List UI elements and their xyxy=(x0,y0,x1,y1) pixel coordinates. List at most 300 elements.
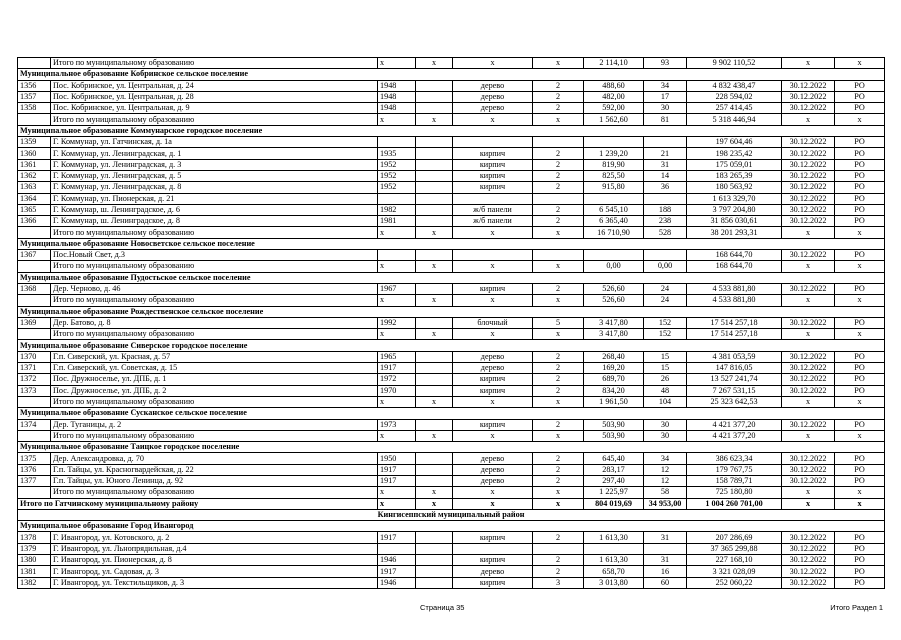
cell-addr: Г. Коммунар, ул. Пионерская, д. 21 xyxy=(51,193,378,204)
cell-addr: Дер. Батово, д. 8 xyxy=(51,317,378,328)
cell-q: 16 xyxy=(644,566,687,577)
cell-q: 31 xyxy=(644,532,687,543)
cell-date: 30.12.2022 xyxy=(782,159,835,170)
cell-area xyxy=(584,250,644,261)
cell-num: 1375 xyxy=(18,453,51,464)
cell-floors: x xyxy=(533,487,584,498)
cell-area: 658,70 xyxy=(584,566,644,577)
table-row xyxy=(18,453,885,464)
cell-ro: РО xyxy=(835,204,885,215)
table-row xyxy=(18,351,885,362)
cell-c3: x xyxy=(416,487,453,498)
cell-ro: x xyxy=(835,227,885,238)
cell-q: 31 xyxy=(644,159,687,170)
cell-num: 1359 xyxy=(18,137,51,148)
cell-floors xyxy=(533,137,584,148)
cell-cost: 3 797 204,80 xyxy=(687,204,782,215)
cell-addr: Г. Коммунар, ш. Ленинградское, д. 8 xyxy=(51,216,378,227)
cell-year: 1965 xyxy=(378,351,416,362)
cell-date: x xyxy=(782,329,835,340)
cell-num: 1370 xyxy=(18,351,51,362)
section-header-row xyxy=(18,272,885,283)
cell-q: 24 xyxy=(644,283,687,294)
cell-date: x xyxy=(782,498,835,509)
cell-date: 30.12.2022 xyxy=(782,475,835,486)
cell-wall: блочный xyxy=(453,317,533,328)
cell-date: 30.12.2022 xyxy=(782,137,835,148)
cell-addr: Дер. Туганицы, д. 2 xyxy=(51,419,378,430)
cell-c3 xyxy=(416,464,453,475)
cell-c3 xyxy=(416,148,453,159)
table-row xyxy=(18,80,885,91)
cell-cost: 5 318 446,94 xyxy=(687,114,782,125)
cell-wall: кирпич xyxy=(453,148,533,159)
cell-wall xyxy=(453,543,533,554)
cell-num: 1362 xyxy=(18,170,51,181)
cell-ro: x xyxy=(835,498,885,509)
cell-q xyxy=(644,137,687,148)
cell-area: 526,60 xyxy=(584,295,644,306)
register-table xyxy=(17,57,885,589)
subtotal-row xyxy=(18,396,885,407)
cell-year: x xyxy=(378,396,416,407)
cell-floors: x xyxy=(533,396,584,407)
cell-c3 xyxy=(416,193,453,204)
cell-cost: 37 365 299,88 xyxy=(687,543,782,554)
table-row xyxy=(18,159,885,170)
cell-c3 xyxy=(416,182,453,193)
cell-floors: 2 xyxy=(533,103,584,114)
cell-c3: x xyxy=(416,430,453,441)
section-title: Муниципальное образование Пудостьское сельское поселение xyxy=(18,272,885,283)
page-number: Страница 35 xyxy=(420,603,465,612)
cell-ro: РО xyxy=(835,182,885,193)
cell-floors: 2 xyxy=(533,216,584,227)
cell-num: 1356 xyxy=(18,80,51,91)
cell-wall: дерево xyxy=(453,80,533,91)
cell-num xyxy=(18,227,51,238)
cell-cost: 17 514 257,18 xyxy=(687,317,782,328)
cell-q: 81 xyxy=(644,114,687,125)
cell-q: 14 xyxy=(644,170,687,181)
cell-c3: x xyxy=(416,58,453,69)
cell-ro: РО xyxy=(835,137,885,148)
cell-area: 1 239,20 xyxy=(584,148,644,159)
cell-cost: 1 613 329,70 xyxy=(687,193,782,204)
cell-cost: 207 286,69 xyxy=(687,532,782,543)
cell-area: 503,90 xyxy=(584,419,644,430)
cell-cost: 1 004 260 701,00 xyxy=(687,498,782,509)
cell-cost: 4 533 881,80 xyxy=(687,295,782,306)
cell-year: 1946 xyxy=(378,555,416,566)
cell-year: 1967 xyxy=(378,283,416,294)
cell-num xyxy=(18,261,51,272)
section-total-label: Итого Раздел 1 xyxy=(830,603,883,612)
cell-area: 3 417,80 xyxy=(584,329,644,340)
cell-year xyxy=(378,543,416,554)
cell-area: 2 114,10 xyxy=(584,58,644,69)
section-header-row xyxy=(18,306,885,317)
cell-q: 152 xyxy=(644,317,687,328)
cell-num: 1363 xyxy=(18,182,51,193)
cell-cost: 17 514 257,18 xyxy=(687,329,782,340)
cell-cost: 168 644,70 xyxy=(687,250,782,261)
cell-ro: РО xyxy=(835,577,885,588)
cell-year: 1982 xyxy=(378,204,416,215)
cell-c3 xyxy=(416,216,453,227)
cell-floors: 2 xyxy=(533,419,584,430)
cell-floors: 2 xyxy=(533,464,584,475)
table-row xyxy=(18,566,885,577)
cell-addr: Г.п. Сиверский, ул. Советская, д. 15 xyxy=(51,363,378,374)
cell-area: 1 613,30 xyxy=(584,532,644,543)
cell-ro: РО xyxy=(835,543,885,554)
cell-cost: 252 060,22 xyxy=(687,577,782,588)
cell-num xyxy=(18,487,51,498)
cell-floors: 2 xyxy=(533,532,584,543)
cell-addr: Пос. Кобринское, ул. Центральная, д. 9 xyxy=(51,103,378,114)
section-header-row xyxy=(18,125,885,136)
cell-date: x xyxy=(782,58,835,69)
cell-num: 1357 xyxy=(18,91,51,102)
cell-cost: 31 856 030,61 xyxy=(687,216,782,227)
table-body xyxy=(18,58,885,589)
cell-year xyxy=(378,193,416,204)
cell-area: 503,90 xyxy=(584,430,644,441)
cell-num xyxy=(18,58,51,69)
cell-floors: 2 xyxy=(533,385,584,396)
district-title: Кингисеппский муниципальный район xyxy=(18,509,885,520)
cell-area: 834,20 xyxy=(584,385,644,396)
cell-wall: дерево xyxy=(453,91,533,102)
cell-floors: 2 xyxy=(533,80,584,91)
cell-area xyxy=(584,137,644,148)
cell-q: 17 xyxy=(644,91,687,102)
cell-date: 30.12.2022 xyxy=(782,216,835,227)
cell-cost: 168 644,70 xyxy=(687,261,782,272)
cell-ro: РО xyxy=(835,419,885,430)
cell-cost: 197 604,46 xyxy=(687,137,782,148)
cell-wall: дерево xyxy=(453,351,533,362)
section-header-row xyxy=(18,408,885,419)
cell-date: x xyxy=(782,487,835,498)
cell-c3: x xyxy=(416,114,453,125)
cell-year: x xyxy=(378,498,416,509)
cell-q xyxy=(644,543,687,554)
cell-year: 1948 xyxy=(378,91,416,102)
cell-ro: РО xyxy=(835,80,885,91)
cell-cost: 183 265,39 xyxy=(687,170,782,181)
cell-year: 1981 xyxy=(378,216,416,227)
cell-area: 169,20 xyxy=(584,363,644,374)
cell-year: 1952 xyxy=(378,182,416,193)
cell-addr: Г.п. Сиверский, ул. Красная, д. 57 xyxy=(51,351,378,362)
cell-wall xyxy=(453,250,533,261)
cell-q xyxy=(644,250,687,261)
cell-wall: x xyxy=(453,114,533,125)
table-row xyxy=(18,148,885,159)
table-row xyxy=(18,182,885,193)
cell-cost: 257 414,45 xyxy=(687,103,782,114)
cell-ro: x xyxy=(835,58,885,69)
section-header-row xyxy=(18,340,885,351)
cell-wall: дерево xyxy=(453,475,533,486)
cell-floors: x xyxy=(533,114,584,125)
cell-floors: 2 xyxy=(533,182,584,193)
cell-date: x xyxy=(782,114,835,125)
cell-ro: РО xyxy=(835,363,885,374)
cell-num xyxy=(18,114,51,125)
cell-floors: x xyxy=(533,295,584,306)
cell-addr: Итого по муниципальному образованию xyxy=(51,329,378,340)
cell-floors xyxy=(533,543,584,554)
cell-addr: Пос. Дружноселье, ул. ДПБ, д. 2 xyxy=(51,385,378,396)
table-row xyxy=(18,193,885,204)
cell-area xyxy=(584,193,644,204)
cell-date: 30.12.2022 xyxy=(782,532,835,543)
cell-wall: x xyxy=(453,498,533,509)
cell-wall: x xyxy=(453,430,533,441)
cell-area xyxy=(584,543,644,554)
cell-date: 30.12.2022 xyxy=(782,543,835,554)
cell-ro: x xyxy=(835,396,885,407)
cell-floors: 2 xyxy=(533,283,584,294)
cell-area: 804 019,69 xyxy=(584,498,644,509)
cell-num: 1381 xyxy=(18,566,51,577)
cell-c3 xyxy=(416,363,453,374)
cell-num: 1360 xyxy=(18,148,51,159)
cell-year: x xyxy=(378,329,416,340)
cell-c3 xyxy=(416,566,453,577)
cell-addr: Итого по муниципальному образованию xyxy=(51,114,378,125)
cell-ro: РО xyxy=(835,464,885,475)
cell-addr: Дер. Александровка, д. 70 xyxy=(51,453,378,464)
cell-addr: Пос.Новый Свет, д.3 xyxy=(51,250,378,261)
cell-wall: кирпич xyxy=(453,385,533,396)
cell-q: 36 xyxy=(644,182,687,193)
cell-q: 24 xyxy=(644,295,687,306)
cell-c3: x xyxy=(416,261,453,272)
cell-num: 1365 xyxy=(18,204,51,215)
cell-date: 30.12.2022 xyxy=(782,363,835,374)
cell-ro: РО xyxy=(835,170,885,181)
cell-addr: Г. Ивангород, ул. Текстильщиков, д. 3 xyxy=(51,577,378,588)
cell-c3: x xyxy=(416,295,453,306)
cell-floors: 2 xyxy=(533,475,584,486)
cell-q: 30 xyxy=(644,103,687,114)
cell-q: 15 xyxy=(644,351,687,362)
cell-ro: РО xyxy=(835,159,885,170)
cell-area: 526,60 xyxy=(584,283,644,294)
cell-num: 1378 xyxy=(18,532,51,543)
cell-addr: Г. Ивангород, ул. Пионерская, д. 8 xyxy=(51,555,378,566)
subtotal-row xyxy=(18,487,885,498)
cell-date: 30.12.2022 xyxy=(782,204,835,215)
cell-area: 0,00 xyxy=(584,261,644,272)
cell-year: 1917 xyxy=(378,464,416,475)
cell-c3 xyxy=(416,543,453,554)
table-row xyxy=(18,577,885,588)
cell-cost: 13 527 241,74 xyxy=(687,374,782,385)
cell-date: 30.12.2022 xyxy=(782,250,835,261)
cell-ro: x xyxy=(835,114,885,125)
cell-area: 825,50 xyxy=(584,170,644,181)
section-title: Муниципальное образование Рождественское сельское поселение xyxy=(18,306,885,317)
cell-ro: РО xyxy=(835,283,885,294)
cell-ro: РО xyxy=(835,453,885,464)
cell-addr: Итого по муниципальному образованию xyxy=(51,261,378,272)
cell-floors: x xyxy=(533,227,584,238)
cell-wall: дерево xyxy=(453,453,533,464)
subtotal-row xyxy=(18,58,885,69)
cell-c3 xyxy=(416,475,453,486)
cell-year: 1917 xyxy=(378,566,416,577)
cell-area: 6 545,10 xyxy=(584,204,644,215)
cell-wall: кирпич xyxy=(453,283,533,294)
cell-wall: ж/б панели xyxy=(453,216,533,227)
cell-q: 188 xyxy=(644,204,687,215)
cell-q: 30 xyxy=(644,419,687,430)
cell-q: 104 xyxy=(644,396,687,407)
section-header-row xyxy=(18,69,885,80)
table-row xyxy=(18,532,885,543)
cell-ro: x xyxy=(835,430,885,441)
cell-c3: x xyxy=(416,498,453,509)
subtotal-row xyxy=(18,114,885,125)
cell-year: 1952 xyxy=(378,170,416,181)
cell-cost: 4 381 053,59 xyxy=(687,351,782,362)
cell-addr: Итого по муниципальному образованию xyxy=(51,396,378,407)
subtotal-row xyxy=(18,329,885,340)
cell-c3 xyxy=(416,453,453,464)
cell-cost: 227 168,10 xyxy=(687,555,782,566)
cell-q: 528 xyxy=(644,227,687,238)
cell-num: 1372 xyxy=(18,374,51,385)
table-row xyxy=(18,216,885,227)
cell-wall: x xyxy=(453,487,533,498)
cell-num xyxy=(18,430,51,441)
cell-c3: x xyxy=(416,227,453,238)
cell-date: 30.12.2022 xyxy=(782,453,835,464)
cell-ro: РО xyxy=(835,351,885,362)
cell-year: 1973 xyxy=(378,419,416,430)
cell-area: 482,00 xyxy=(584,91,644,102)
cell-addr: Г. Коммунар, ул. Гатчинская, д. 1а xyxy=(51,137,378,148)
section-title: Муниципальное образование Таицкое городское поселение xyxy=(18,442,885,453)
grand-total-label: Итого по Гатчинскому муниципальному району xyxy=(18,498,378,509)
cell-addr: Итого по муниципальному образованию xyxy=(51,227,378,238)
cell-wall: x xyxy=(453,227,533,238)
cell-floors: 2 xyxy=(533,351,584,362)
cell-q xyxy=(644,193,687,204)
grand-total-row xyxy=(18,498,885,509)
cell-year: x xyxy=(378,58,416,69)
cell-q: 15 xyxy=(644,363,687,374)
table-row xyxy=(18,283,885,294)
cell-q: 12 xyxy=(644,475,687,486)
cell-floors: 2 xyxy=(533,363,584,374)
cell-area: 645,40 xyxy=(584,453,644,464)
district-header-row xyxy=(18,509,885,520)
cell-floors: x xyxy=(533,430,584,441)
cell-addr: Дер. Черново, д. 46 xyxy=(51,283,378,294)
cell-ro: РО xyxy=(835,475,885,486)
cell-wall: кирпич xyxy=(453,374,533,385)
cell-ro: x xyxy=(835,261,885,272)
cell-addr: Г. Коммунар, ш. Ленинградское, д. 6 xyxy=(51,204,378,215)
cell-cost: 147 816,05 xyxy=(687,363,782,374)
table-row xyxy=(18,91,885,102)
cell-year: 1946 xyxy=(378,577,416,588)
cell-ro: РО xyxy=(835,193,885,204)
cell-cost: 228 594,02 xyxy=(687,91,782,102)
cell-num xyxy=(18,396,51,407)
cell-cost: 4 421 377,20 xyxy=(687,419,782,430)
cell-num xyxy=(18,295,51,306)
cell-wall: кирпич xyxy=(453,577,533,588)
cell-floors: x xyxy=(533,329,584,340)
cell-wall: x xyxy=(453,295,533,306)
cell-year: 1935 xyxy=(378,148,416,159)
section-title: Муниципальное образование Коммунарское городское поселение xyxy=(18,125,885,136)
cell-num: 1368 xyxy=(18,283,51,294)
cell-date: 30.12.2022 xyxy=(782,385,835,396)
cell-addr: Итого по муниципальному образованию xyxy=(51,295,378,306)
cell-year: 1952 xyxy=(378,159,416,170)
cell-wall: ж/б панели xyxy=(453,204,533,215)
cell-date: 30.12.2022 xyxy=(782,148,835,159)
section-header-row xyxy=(18,238,885,249)
cell-date: 30.12.2022 xyxy=(782,566,835,577)
cell-area: 283,17 xyxy=(584,464,644,475)
cell-q: 31 xyxy=(644,555,687,566)
cell-floors: x xyxy=(533,261,584,272)
cell-date: 30.12.2022 xyxy=(782,317,835,328)
cell-ro: x xyxy=(835,487,885,498)
cell-area: 1 613,30 xyxy=(584,555,644,566)
cell-q: 34 953,00 xyxy=(644,498,687,509)
cell-year: 1948 xyxy=(378,103,416,114)
cell-c3 xyxy=(416,419,453,430)
cell-area: 1 961,50 xyxy=(584,396,644,407)
cell-c3 xyxy=(416,159,453,170)
cell-addr: Г. Коммунар, ул. Ленинградская, д. 3 xyxy=(51,159,378,170)
cell-year xyxy=(378,137,416,148)
cell-floors: 2 xyxy=(533,170,584,181)
section-title: Муниципальное образование Новосветское сельское поселение xyxy=(18,238,885,249)
cell-floors: 5 xyxy=(533,317,584,328)
cell-q: 93 xyxy=(644,58,687,69)
cell-date: 30.12.2022 xyxy=(782,577,835,588)
cell-cost: 4 832 438,47 xyxy=(687,80,782,91)
cell-year: 1950 xyxy=(378,453,416,464)
cell-ro: x xyxy=(835,329,885,340)
cell-num: 1369 xyxy=(18,317,51,328)
cell-cost: 3 321 028,09 xyxy=(687,566,782,577)
cell-area: 488,60 xyxy=(584,80,644,91)
cell-num: 1358 xyxy=(18,103,51,114)
cell-area: 1 225,97 xyxy=(584,487,644,498)
cell-floors: 2 xyxy=(533,159,584,170)
cell-addr: Г.п. Тайцы, ул. Юного Ленинца, д. 92 xyxy=(51,475,378,486)
cell-cost: 175 059,01 xyxy=(687,159,782,170)
table-row xyxy=(18,250,885,261)
cell-addr: Г. Коммунар, ул. Ленинградская, д. 5 xyxy=(51,170,378,181)
cell-ro: РО xyxy=(835,532,885,543)
cell-ro: x xyxy=(835,295,885,306)
cell-q: 34 xyxy=(644,453,687,464)
cell-area: 915,80 xyxy=(584,182,644,193)
